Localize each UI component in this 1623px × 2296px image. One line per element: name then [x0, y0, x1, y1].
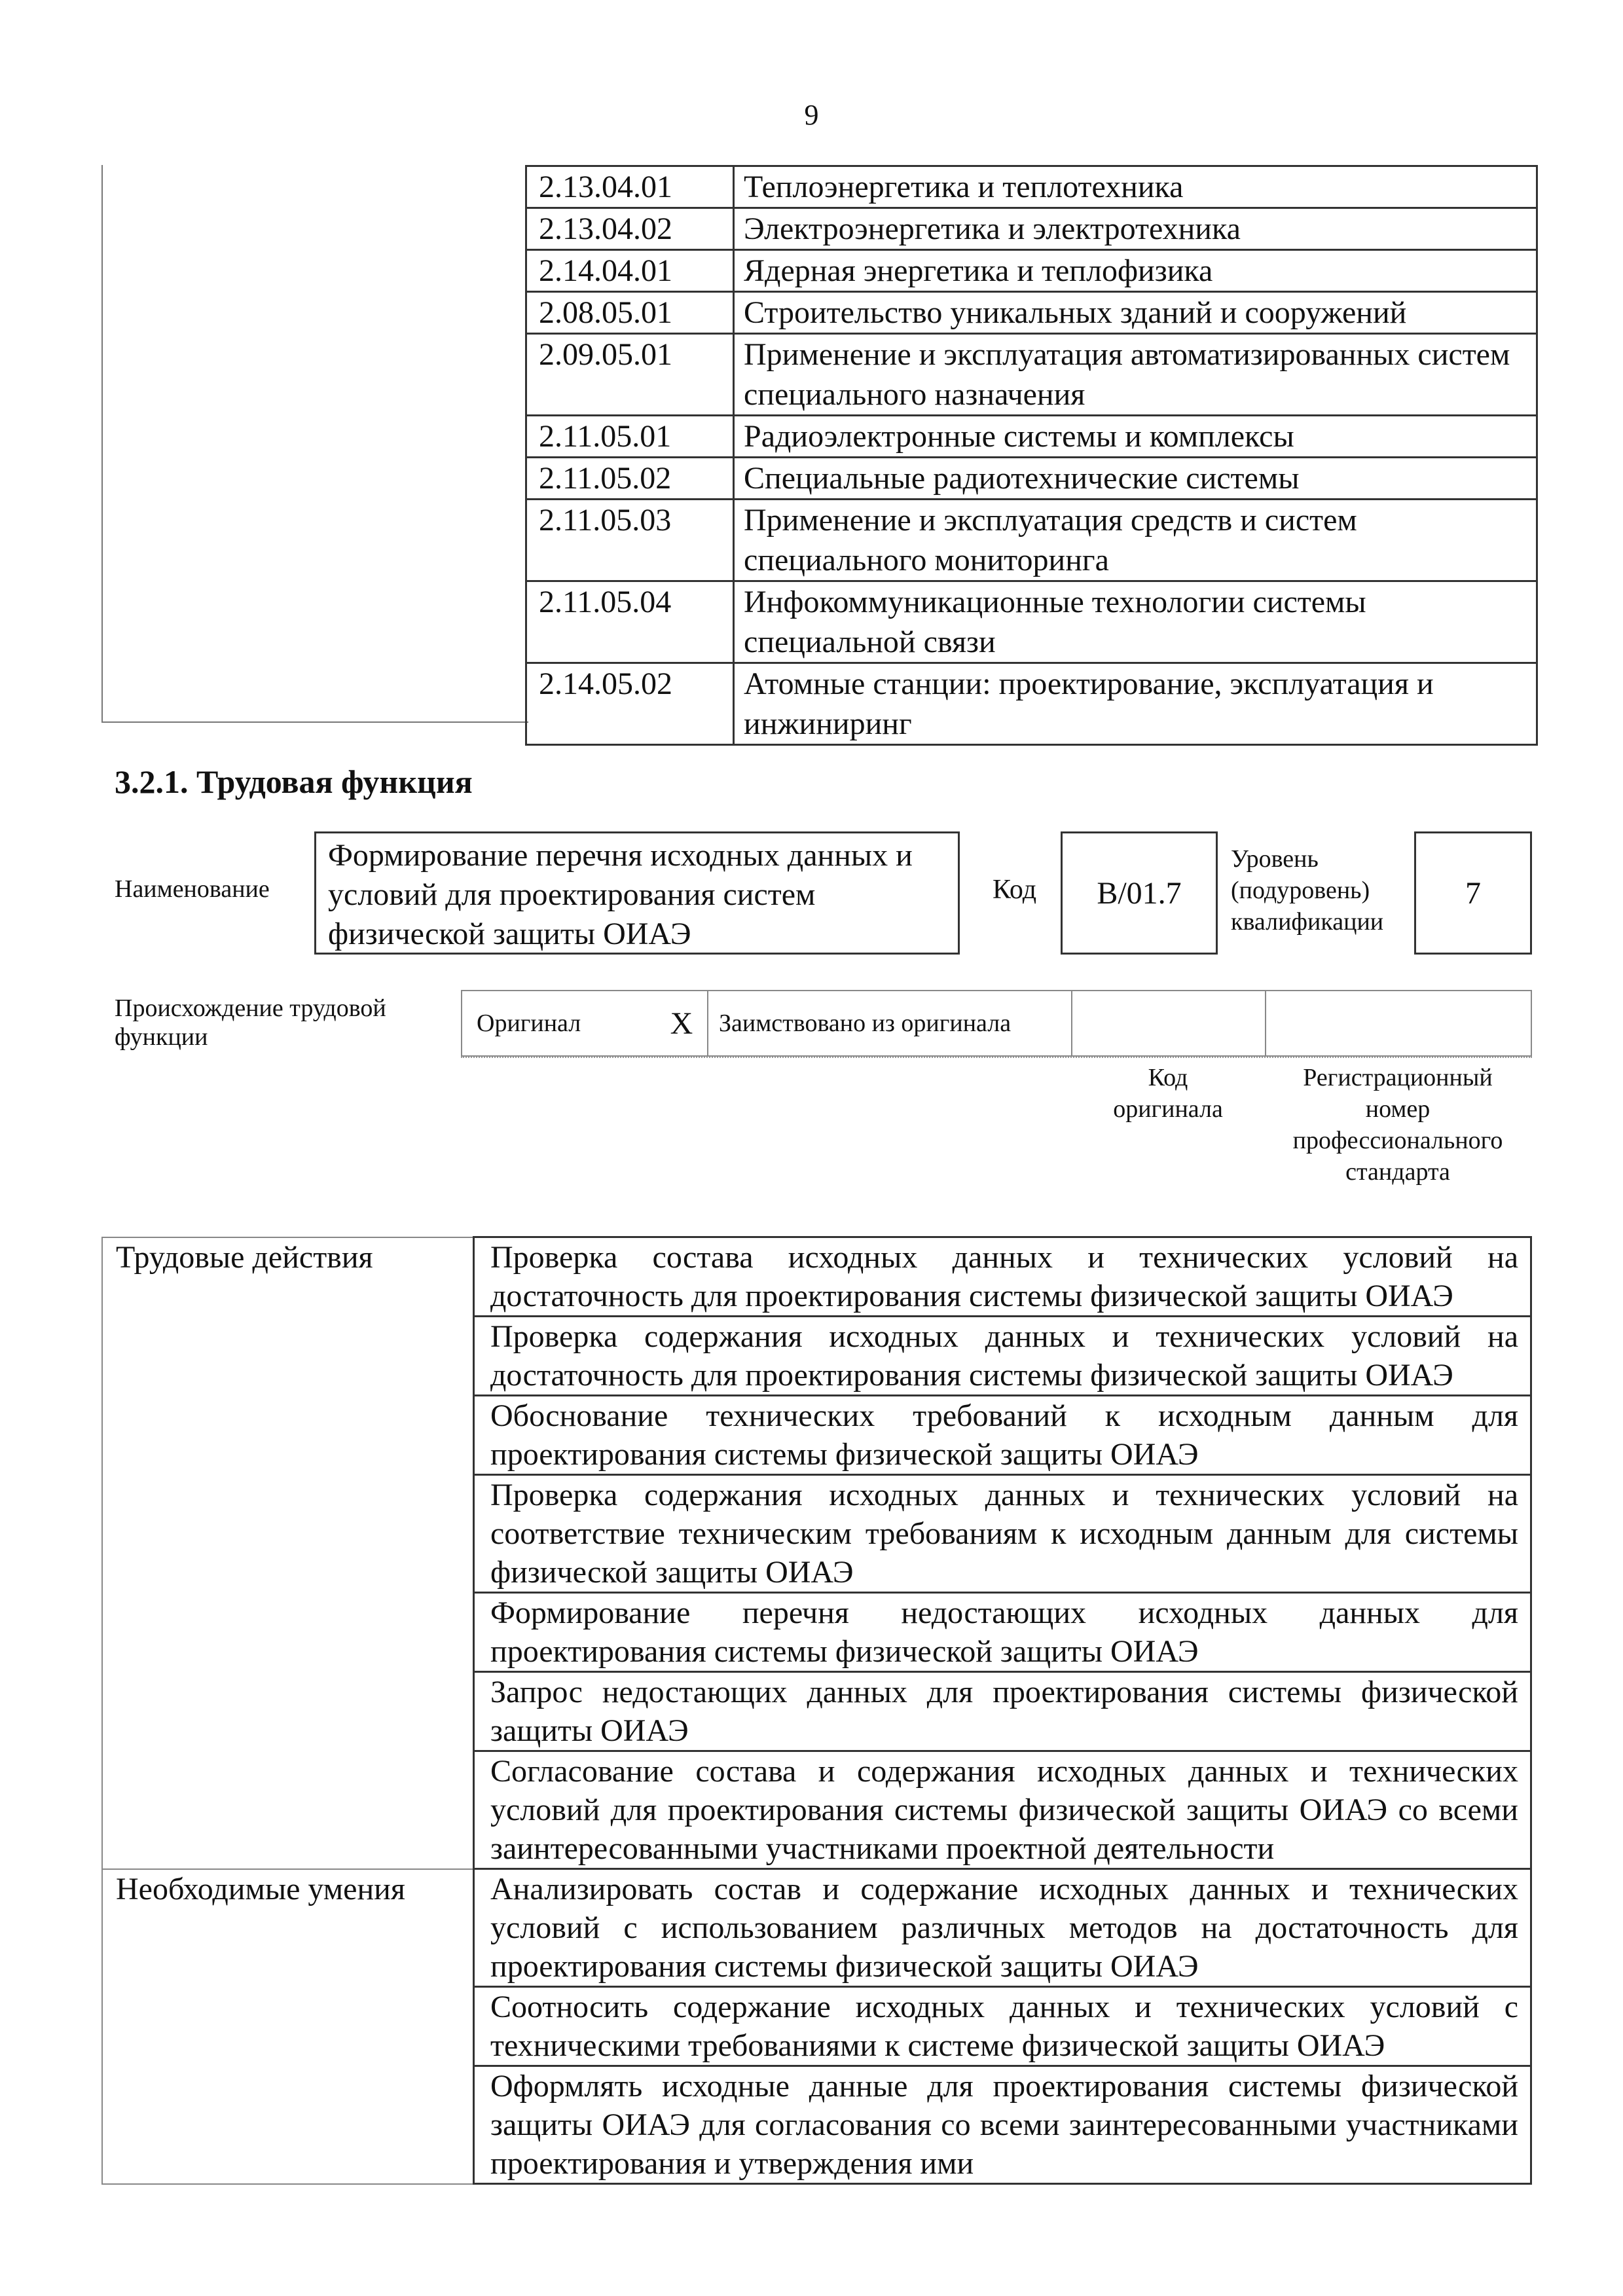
table-row [526, 663, 1537, 745]
specialty-code: 2.11.05.02 [526, 458, 734, 500]
specialty-name: Применение и эксплуатация автоматизированных систем специального назначения [734, 334, 1537, 416]
labor-action-item: Обоснование технических требований к исходным данным для проектирования системы физической защиты ОИАЭ [474, 1396, 1531, 1475]
specialty-code: 2.11.05.04 [526, 581, 734, 663]
labor-function-table [101, 1236, 1532, 2185]
specialty-name: Инфокоммуникационные технологии системы специальной связи [734, 581, 1537, 663]
specialty-code: 2.13.04.02 [526, 208, 734, 250]
table-bottom-border [101, 721, 528, 723]
borrowed-label: Заимствовано из оригинала [719, 1010, 1012, 1037]
code-label: Код [993, 875, 1037, 905]
specialty-codes-table [525, 165, 1538, 746]
table-row [526, 208, 1537, 250]
level-label-line: квалификации [1231, 908, 1384, 936]
specialty-name: Строительство уникальных зданий и сооружений [734, 292, 1537, 334]
caption-line: Код [1148, 1064, 1188, 1091]
origin-label-line: функции [115, 1023, 208, 1051]
specialty-code: 2.08.05.01 [526, 292, 734, 334]
qualification-level-box: 7 [1414, 831, 1532, 955]
specialty-name: Применение и эксплуатация средств и систем специального мониторинга [734, 500, 1537, 581]
specialty-code: 2.09.05.01 [526, 334, 734, 416]
specialty-code: 2.13.04.01 [526, 166, 734, 208]
origin-label [115, 994, 386, 1051]
specialty-name: Электроэнергетика и электротехника [734, 208, 1537, 250]
specialty-code: 2.14.05.02 [526, 663, 734, 745]
origin-divider [1265, 991, 1266, 1055]
table-row [526, 416, 1537, 458]
specialty-name: Специальные радиотехнические системы [734, 458, 1537, 500]
labor-action-item: Формирование перечня недостающих исходных данных для проектирования системы физической защиты ОИАЭ [474, 1593, 1531, 1672]
level-label-line: Уровень [1231, 845, 1319, 873]
origin-divider [707, 991, 708, 1055]
skill-item: Оформлять исходные данные для проектирования системы физической защиты ОИАЭ для согласования со всеми заинтересованными участниками проектирования и утверждения ими [474, 2066, 1531, 2184]
specialty-name: Атомные станции: проектирование, эксплуатация и инжиниринг [734, 663, 1537, 745]
table-row [102, 1237, 1531, 1317]
required-skills-label: Необходимые умения [102, 1869, 474, 2184]
original-mark: X [670, 1006, 693, 1041]
specialty-name: Ядерная энергетика и теплофизика [734, 250, 1537, 292]
caption-line: стандарта [1345, 1158, 1450, 1186]
skill-item: Анализировать состав и содержание исходных данных и технических условий с использованием различных методов на достаточность для проектирования системы физической защиты ОИАЭ [474, 1869, 1531, 1987]
qualification-level-label [1231, 843, 1383, 938]
origin-row [461, 990, 1532, 1057]
original-code-caption [1070, 1062, 1266, 1125]
specialty-code: 2.14.04.01 [526, 250, 734, 292]
table-row [526, 292, 1537, 334]
labor-actions-label: Трудовые действия [102, 1237, 474, 1869]
labor-action-item: Проверка содержания исходных данных и технических условий на достаточность для проектирования системы физической защиты ОИАЭ [474, 1317, 1531, 1396]
labor-action-item: Проверка содержания исходных данных и технических условий на соответствие техническим требованиям к исходным данным для системы физической защиты ОИАЭ [474, 1475, 1531, 1593]
section-title: 3.2.1. Трудовая функция [115, 763, 473, 800]
table-row [526, 250, 1537, 292]
table-row [526, 458, 1537, 500]
specialty-name: Теплоэнергетика и теплотехника [734, 166, 1537, 208]
specialty-code: 2.11.05.01 [526, 416, 734, 458]
labor-action-item: Согласование состава и содержания исходных данных и технических условий для проектирования системы физической защиты ОИАЭ со всеми заинтересованными участниками проектной деятельности [474, 1751, 1531, 1869]
table-row [526, 500, 1537, 581]
registration-number-caption [1264, 1062, 1532, 1188]
caption-line: оригинала [1113, 1095, 1223, 1123]
level-label-line: (подуровень) [1231, 877, 1370, 904]
name-label: Наименование [115, 875, 270, 903]
origin-underline [461, 1057, 1532, 1058]
labor-action-item: Запрос недостающих данных для проектирования системы физической защиты ОИАЭ [474, 1672, 1531, 1751]
page-number: 9 [804, 99, 819, 131]
table-row [526, 166, 1537, 208]
caption-line: профессионального [1292, 1127, 1503, 1154]
table-row [526, 334, 1537, 416]
table-row [102, 1869, 1531, 1987]
caption-line: Регистрационный [1303, 1064, 1493, 1091]
function-code-box: B/01.7 [1061, 831, 1218, 955]
caption-line: номер [1365, 1095, 1431, 1123]
origin-label-line: Происхождение трудовой [115, 994, 386, 1022]
skill-item: Соотносить содержание исходных данных и технических условий с техническими требованиями к системе физической защиты ОИАЭ [474, 1987, 1531, 2066]
original-label: Оригинал [477, 1010, 581, 1037]
table-row [526, 581, 1537, 663]
specialty-name: Радиоэлектронные системы и комплексы [734, 416, 1537, 458]
specialty-code: 2.11.05.03 [526, 500, 734, 581]
labor-action-item: Проверка состава исходных данных и технических условий на достаточность для проектирования системы физической защиты ОИАЭ [474, 1237, 1531, 1317]
origin-divider [1071, 991, 1072, 1055]
function-name-box: Формирование перечня исходных данных и условий для проектирования систем физической защиты ОИАЭ [314, 831, 960, 955]
table-left-border [101, 165, 103, 723]
